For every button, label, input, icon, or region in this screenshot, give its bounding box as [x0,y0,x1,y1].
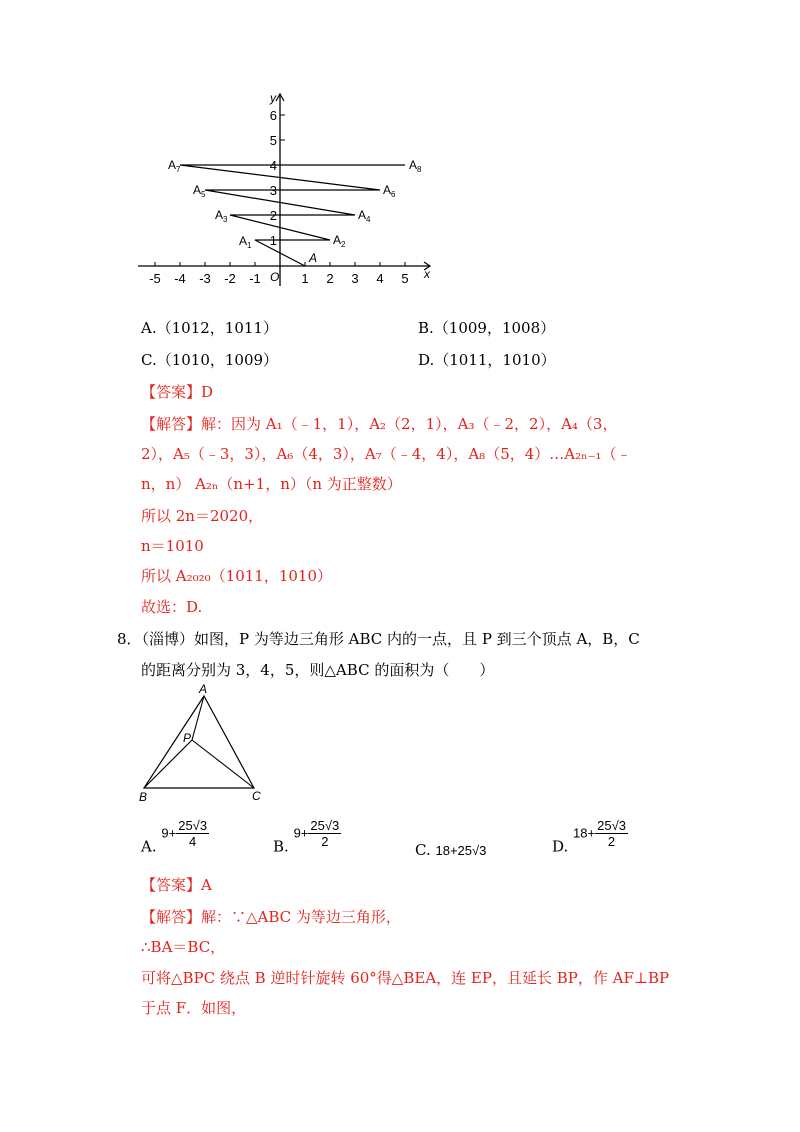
segment-pa [192,696,204,740]
vertex-label-c: C [252,789,261,802]
option-letter: A. [141,837,157,856]
x-tick-label: -2 [224,271,236,286]
option-letter: C. [415,841,431,859]
q8-solution-line: 【解答】解：∵△ABC 为等边三角形， [141,908,401,926]
y-tick-label: 5 [269,133,277,148]
segment-pb [144,740,192,788]
x-tick-label: 3 [351,271,359,286]
x-tick-label: -5 [149,271,161,286]
point-label-p: P [183,731,192,745]
option-expression: 18+25√3 [435,843,487,858]
option-letter: D. [552,837,569,856]
y-tick-label: 6 [269,108,277,123]
point-label-a2: $A_2$ [333,233,346,249]
q7-option-a[interactable]: A.（1012，1011） [141,319,278,337]
origin-label: O [270,270,280,284]
q8-option-c[interactable] [415,840,486,861]
q8-solution-line: 于点 F．如图， [141,999,247,1017]
q7-solution-line: 2），A₅（﹣3，3），A₆（4，3），A₇（﹣4，4），A₈（5，4）…A₂ₙ₋₁（﹣ [141,445,632,463]
q7-solution-line: n，n） A₂ₙ（n+1，n）（n 为正整数） [141,475,402,493]
point-label-a: A [309,251,318,265]
q7-option-c[interactable]: C.（1010，1009） [141,351,279,369]
zigzag-coordinate-graph [130,88,440,288]
triangle-abc [144,696,254,788]
q8-option-a[interactable] [141,818,209,857]
segment-pc [192,740,254,788]
q7-solution-line: 【解答】解：因为 A₁（﹣1，1），A₂（2，1），A₃（﹣2，2），A₄（3， [141,415,618,433]
y-tick-label: 3 [269,183,277,198]
y-tick-label: 4 [269,158,277,173]
q7-solution-line: n＝1010 [141,537,204,555]
x-tick-label: -4 [174,271,186,286]
x-tick-label: 4 [376,271,384,286]
q8-stem: 的距离分别为 3，4，5，则△ABC 的面积为（ ） [141,661,495,679]
point-label-a4: $A_4$ [358,208,371,224]
y-tick-label: 2 [269,208,277,223]
q8-option-d[interactable] [552,818,628,857]
q7-option-b[interactable]: B.（1009，1008） [418,319,556,337]
option-fraction: $\frac{25√3}{2}$ [310,818,340,849]
x-tick-label: -1 [249,271,261,286]
q8-solution-line: 可将△BPC 绕点 B 逆时针旋转 60°得△BEA，连 EP，且延长 BP，作 AF⊥BP [141,969,670,987]
option-letter: B. [273,837,289,856]
q8-solution-line: ∴BA＝BC， [141,938,226,956]
x-tick-label: -3 [199,271,211,286]
q7-solution-line: 所以 2n＝2020， [141,507,264,525]
option-whole: 9+ [161,825,177,841]
option-whole: 18+ [573,825,596,841]
q8-stem: 8．（淄博）如图，P 为等边三角形 ABC 内的一点，且 P 到三个顶点 A，B，C [117,630,640,648]
vertex-label-b: B [139,790,148,802]
point-label-a5: $A_5$ [193,183,206,199]
point-label-a3: $A_3$ [215,208,228,224]
point-label-a8: $A_8$ [409,158,422,174]
zigzag-path [180,165,405,266]
option-fraction: $\frac{25√3}{4}$ [178,818,208,849]
q7-answer: 【答案】D [141,383,214,401]
y-axis-label: y [270,91,276,105]
x-tick-label: 1 [301,271,309,286]
option-whole: 9+ [293,825,309,841]
x-axis-label: x [424,267,430,281]
q8-option-b[interactable] [273,818,341,857]
equilateral-triangle-figure [130,682,270,802]
q7-solution-line: 所以 A₂₀₂₀（1011，1010） [141,567,333,585]
x-tick-label: 2 [326,271,334,286]
point-label-a1: $A_1$ [239,234,252,250]
point-label-a6: $A_6$ [383,183,396,199]
vertex-label-a: A [199,682,208,696]
x-tick-label: 5 [401,271,409,286]
option-fraction: $\frac{25√3}{2}$ [597,818,626,849]
y-tick-label: 1 [269,233,277,248]
q7-solution-line: 故选：D. [141,598,203,616]
q7-option-d[interactable]: D.（1011，1010） [418,351,556,369]
q8-answer: 【答案】A [141,876,212,894]
point-label-a7: $A_7$ [168,158,181,174]
